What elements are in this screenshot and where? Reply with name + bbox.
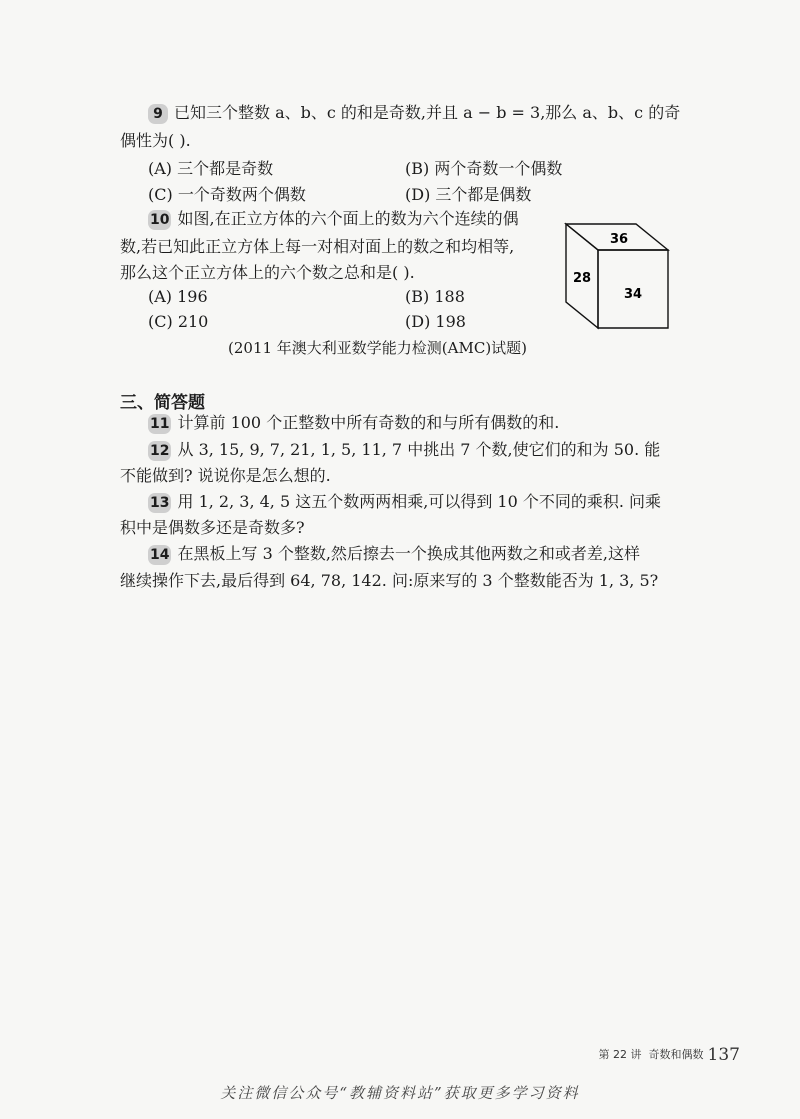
question-9-line-1 bbox=[148, 102, 680, 124]
cube-front-number: 34 bbox=[623, 287, 643, 302]
question-number-badge: 12 bbox=[150, 443, 170, 459]
question-text: 已知三个整数 a、b、c 的和是奇数,并且 a − b = 3,那么 a、b、c 的奇 bbox=[174, 103, 681, 122]
question-11-line-1 bbox=[148, 412, 559, 434]
question-text: 从 3, 15, 9, 7, 21, 1, 5, 11, 7 中挑出 7 个数,使它们的和为 50. 能 bbox=[177, 440, 661, 459]
cube-side-number: 28 bbox=[572, 271, 592, 286]
watermark-text: 关注微信公众号“教辅资料站”获取更多学习资料 bbox=[220, 1084, 580, 1102]
question-10-line-1 bbox=[148, 208, 519, 230]
question-10-option-c: (C) 210 bbox=[148, 312, 209, 331]
question-10-line-3: 那么这个正立方体上的六个数之总和是( ). bbox=[120, 263, 415, 282]
question-number-badge: 14 bbox=[150, 547, 170, 563]
lecture-label: 第 22 讲 bbox=[598, 1048, 642, 1061]
question-number-badge: 9 bbox=[148, 104, 168, 124]
question-text: 计算前 100 个正整数中所有奇数的和与所有偶数的和. bbox=[177, 413, 560, 432]
question-13-line-1 bbox=[148, 491, 661, 513]
question-9-option-b: (B) 两个奇数一个偶数 bbox=[405, 159, 563, 178]
question-13-line-2: 积中是偶数多还是奇数多? bbox=[120, 518, 305, 537]
question-10-option-d: (D) 198 bbox=[405, 312, 466, 331]
cube-top-number: 36 bbox=[609, 232, 629, 247]
question-10-line-2: 数,若已知此正立方体上每一对相对面上的数之和均相等, bbox=[120, 237, 515, 256]
question-10-option-b: (B) 188 bbox=[405, 287, 465, 306]
question-text: 用 1, 2, 3, 4, 5 这五个数两两相乘,可以得到 10 个不同的乘积. 问乘 bbox=[177, 492, 662, 511]
question-number-badge: 10 bbox=[150, 212, 170, 228]
question-14-line-2: 继续操作下去,最后得到 64, 78, 142. 问:原来写的 3 个整数能否为 1, 3, 5? bbox=[120, 571, 659, 590]
question-9-option-d: (D) 三个都是偶数 bbox=[405, 185, 532, 204]
question-number-badge: 13 bbox=[150, 495, 170, 511]
question-text: 如图,在正立方体的六个面上的数为六个连续的偶 bbox=[177, 209, 519, 228]
question-text: 在黑板上写 3 个整数,然后擦去一个换成其他两数之和或者差,这样 bbox=[177, 544, 641, 563]
question-10-option-a: (A) 196 bbox=[148, 287, 208, 306]
question-14-line-1 bbox=[148, 543, 640, 565]
question-10-source: (2011 年澳大利亚数学能力检测(AMC)试题) bbox=[228, 339, 528, 357]
cube-figure bbox=[562, 210, 674, 332]
question-9-option-c: (C) 一个奇数两个偶数 bbox=[148, 185, 306, 204]
page-footer bbox=[599, 1045, 740, 1065]
question-9-option-a: (A) 三个都是奇数 bbox=[148, 159, 274, 178]
question-number-badge: 11 bbox=[150, 416, 170, 432]
section-heading: 三、简答题 bbox=[120, 393, 205, 413]
lecture-topic: 奇数和偶数 bbox=[648, 1048, 704, 1061]
question-12-line-2: 不能做到? 说说你是怎么想的. bbox=[120, 466, 331, 485]
question-12-line-1 bbox=[148, 439, 660, 461]
page-number: 137 bbox=[707, 1045, 740, 1065]
question-9-line-2: 偶性为( ). bbox=[120, 131, 191, 150]
